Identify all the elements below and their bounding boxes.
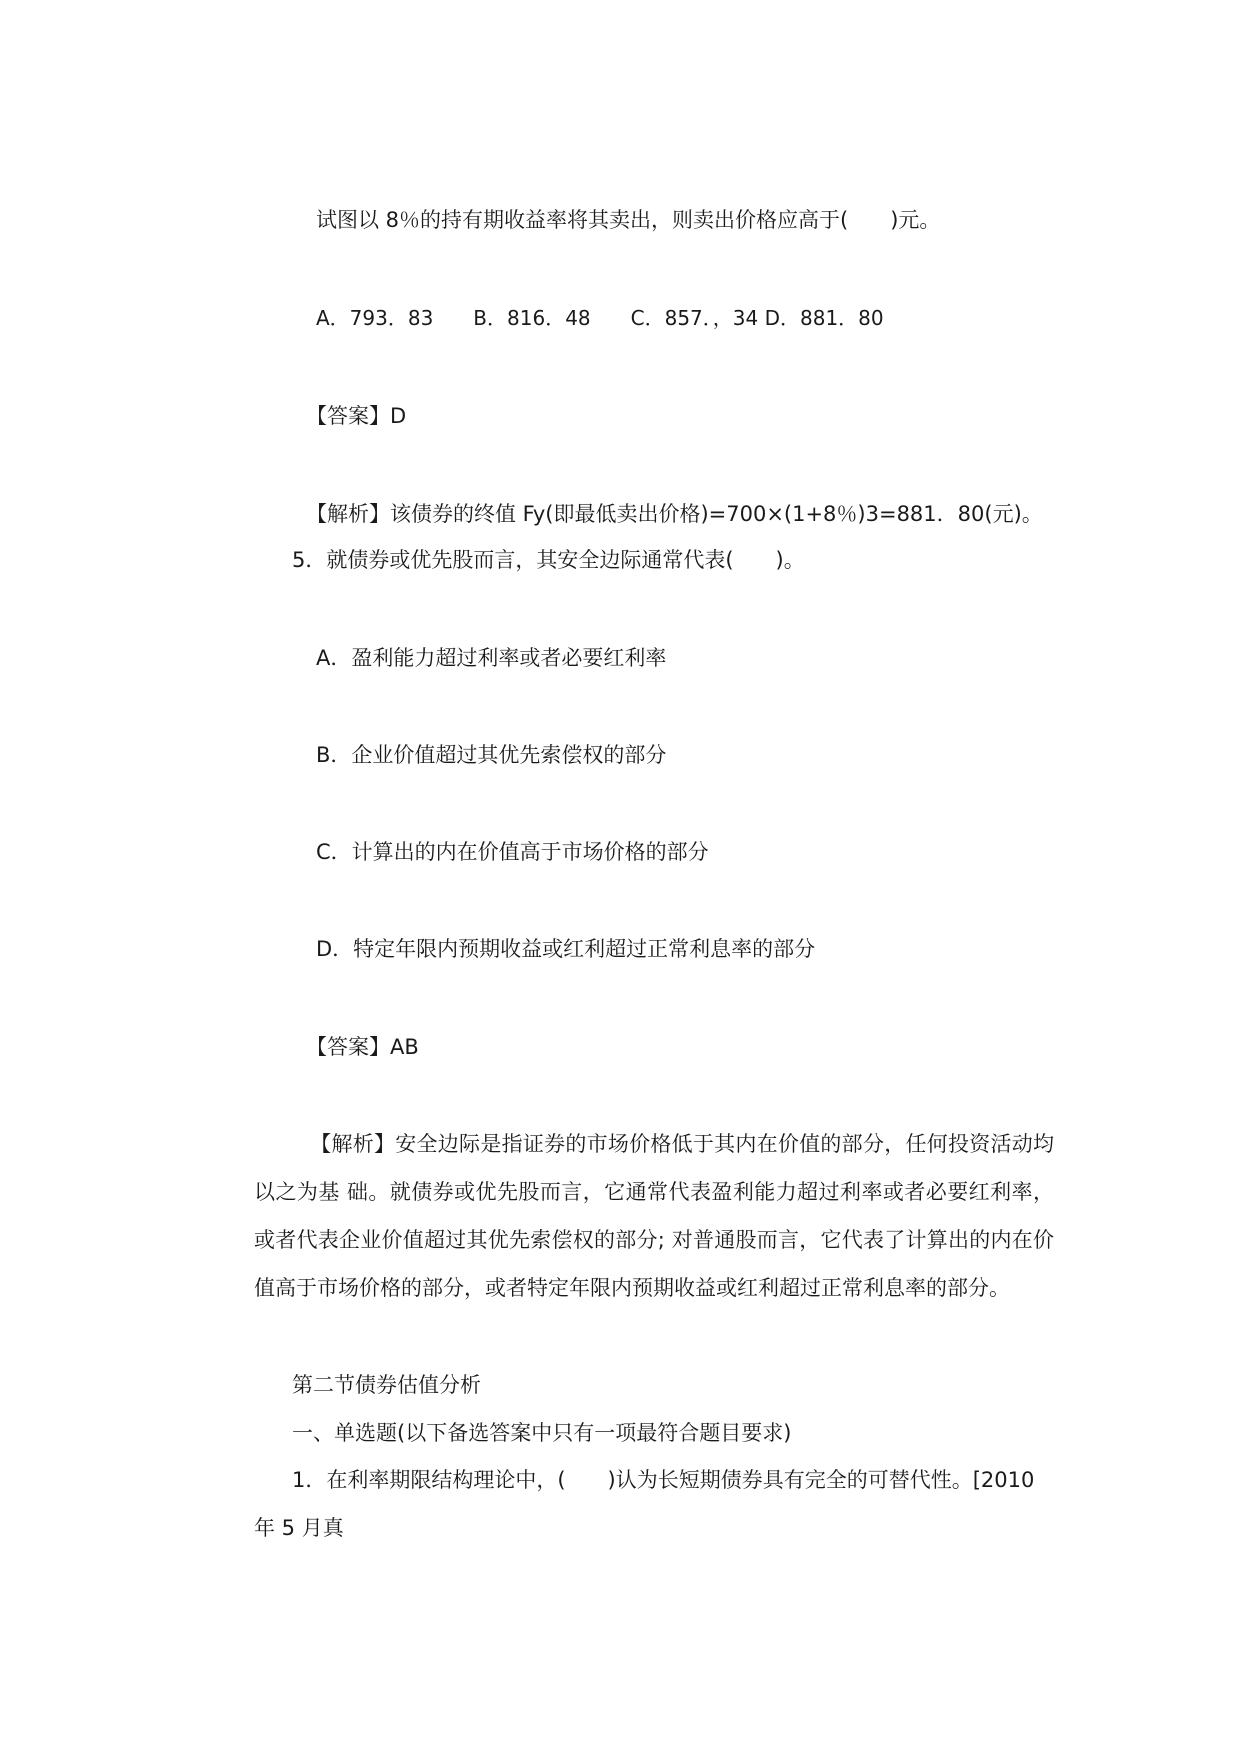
q5-option-d: D．特定年限内预期收益或红利超过正常利息率的部分 (316, 937, 816, 961)
section-title: 第二节债券估值分析 (292, 1373, 481, 1397)
q5-option-a: A．盈利能力超过利率或者必要红利率 (316, 646, 667, 670)
q5-analysis (254, 1120, 1054, 1312)
q5-option-c: C．计算出的内在价值高于市场价格的部分 (316, 840, 709, 864)
q1-stem-line1: 1．在利率期限结构理论中，( )认为长短期债券具有完全的可替代性。[2010 (292, 1468, 1035, 1492)
q5-stem: 5．就债券或优先股而言，其安全边际通常代表( )。 (292, 548, 805, 572)
sub-section-heading: 一、单选题(以下备选答案中只有一项最符合题目要求) (292, 1421, 792, 1445)
q5-analysis-text: 【解析】安全边际是指证券的市场价格低于其内在价值的部分，任何投资活动均以之为基 础。就债券或优先股而言，它通常代表盈利能力超过利率或者必要红利率，或者代表企业价值超过其优先索偿权的部分; 对普通股而言，它代表了计算出的内在价值高于市场价格的部分，或者特定年限内预期收益或红利超过正常利息率的部分。 (254, 1132, 1054, 1300)
q4-stem-tail: 试图以 8％的持有期收益率将其卖出，则卖出价格应高于( )元。 (316, 208, 941, 232)
q4-options: A．793．83 B．816．48 C．857．，34 D．881．80 (316, 306, 884, 330)
q1-stem-line2: 年 5 月真 (254, 1516, 344, 1540)
q5-answer: 【答案】AB (306, 1035, 419, 1059)
q4-analysis: 【解析】该债券的终值 Fy(即最低卖出价格)=700×(1+8％)3=881．80(元)。 (306, 502, 1043, 526)
q4-answer: 【答案】D (306, 404, 407, 428)
q5-option-b: B．企业价值超过其优先索偿权的部分 (316, 743, 667, 767)
